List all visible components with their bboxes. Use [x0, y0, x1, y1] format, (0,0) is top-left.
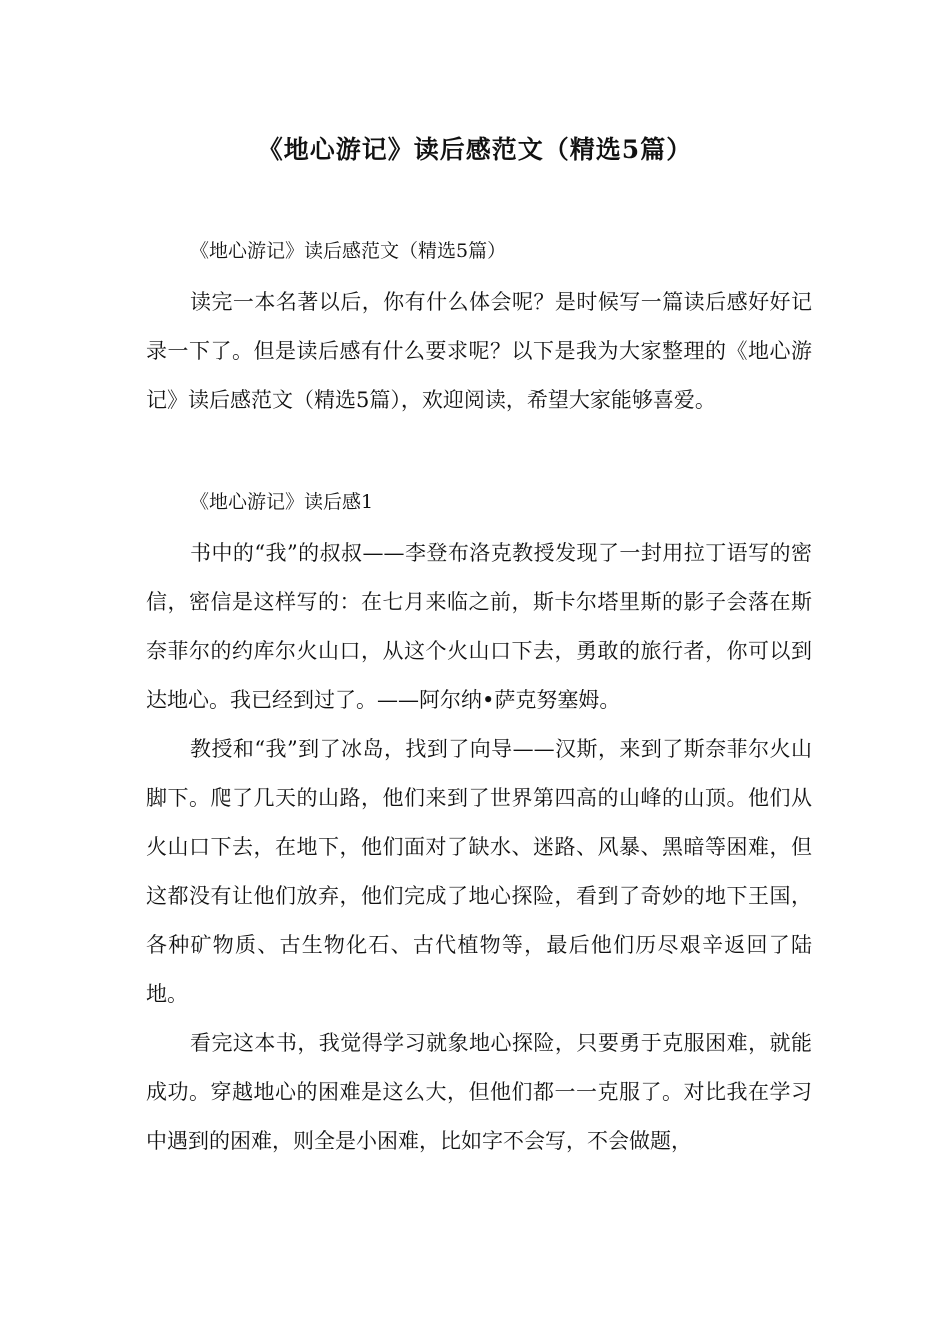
document-subtitle: 《地心游记》读后感范文（精选5篇）: [190, 240, 507, 262]
document-body: [146, 230, 812, 1166]
body-paragraph: 看完这本书，我觉得学习就象地心探险，只要勇于克服困难，就能成功。穿越地心的困难是这么大，但他们都一一克服了。对比我在学习中遇到的困难，则全是小困难，比如字不会写，不会做题，: [146, 1031, 812, 1153]
spacer: [146, 425, 812, 481]
body-paragraph: 教授和“我”到了冰岛，找到了向导——汉斯，来到了斯奈菲尔火山脚下。爬了几天的山路，他们来到了世界第四高的山峰的山顶。他们从火山口下去，在地下，他们面对了缺水、迷路、风暴、黑暗等困难，但这都没有让他们放弃，他们完成了地心探险，看到了奇妙的地下王国，各种矿物质、古生物化石、古代植物等，最后他们历尽艰辛返回了陆地。: [146, 737, 812, 1006]
document-title: 《地心游记》读后感范文（精选5篇）: [257, 135, 693, 164]
intro-paragraph: 读完一本名著以后，你有什么体会呢？是时候写一篇读后感好好记录一下了。但是读后感有什么要求呢？以下是我为大家整理的《地心游记》读后感范文（精选5篇），欢迎阅读，希望大家能够喜爱。: [146, 290, 812, 412]
body-paragraph: 书中的“我”的叔叔——李登布洛克教授发现了一封用拉丁语写的密信，密信是这样写的：在七月来临之前，斯卡尔塔里斯的影子会落在斯奈菲尔的约库尔火山口，从这个火山口下去，勇敢的旅行者，你可以到达地心。我已经到过了。——阿尔纳•萨克努塞姆。: [146, 541, 812, 712]
section-heading: 《地心游记》读后感1: [190, 491, 374, 513]
